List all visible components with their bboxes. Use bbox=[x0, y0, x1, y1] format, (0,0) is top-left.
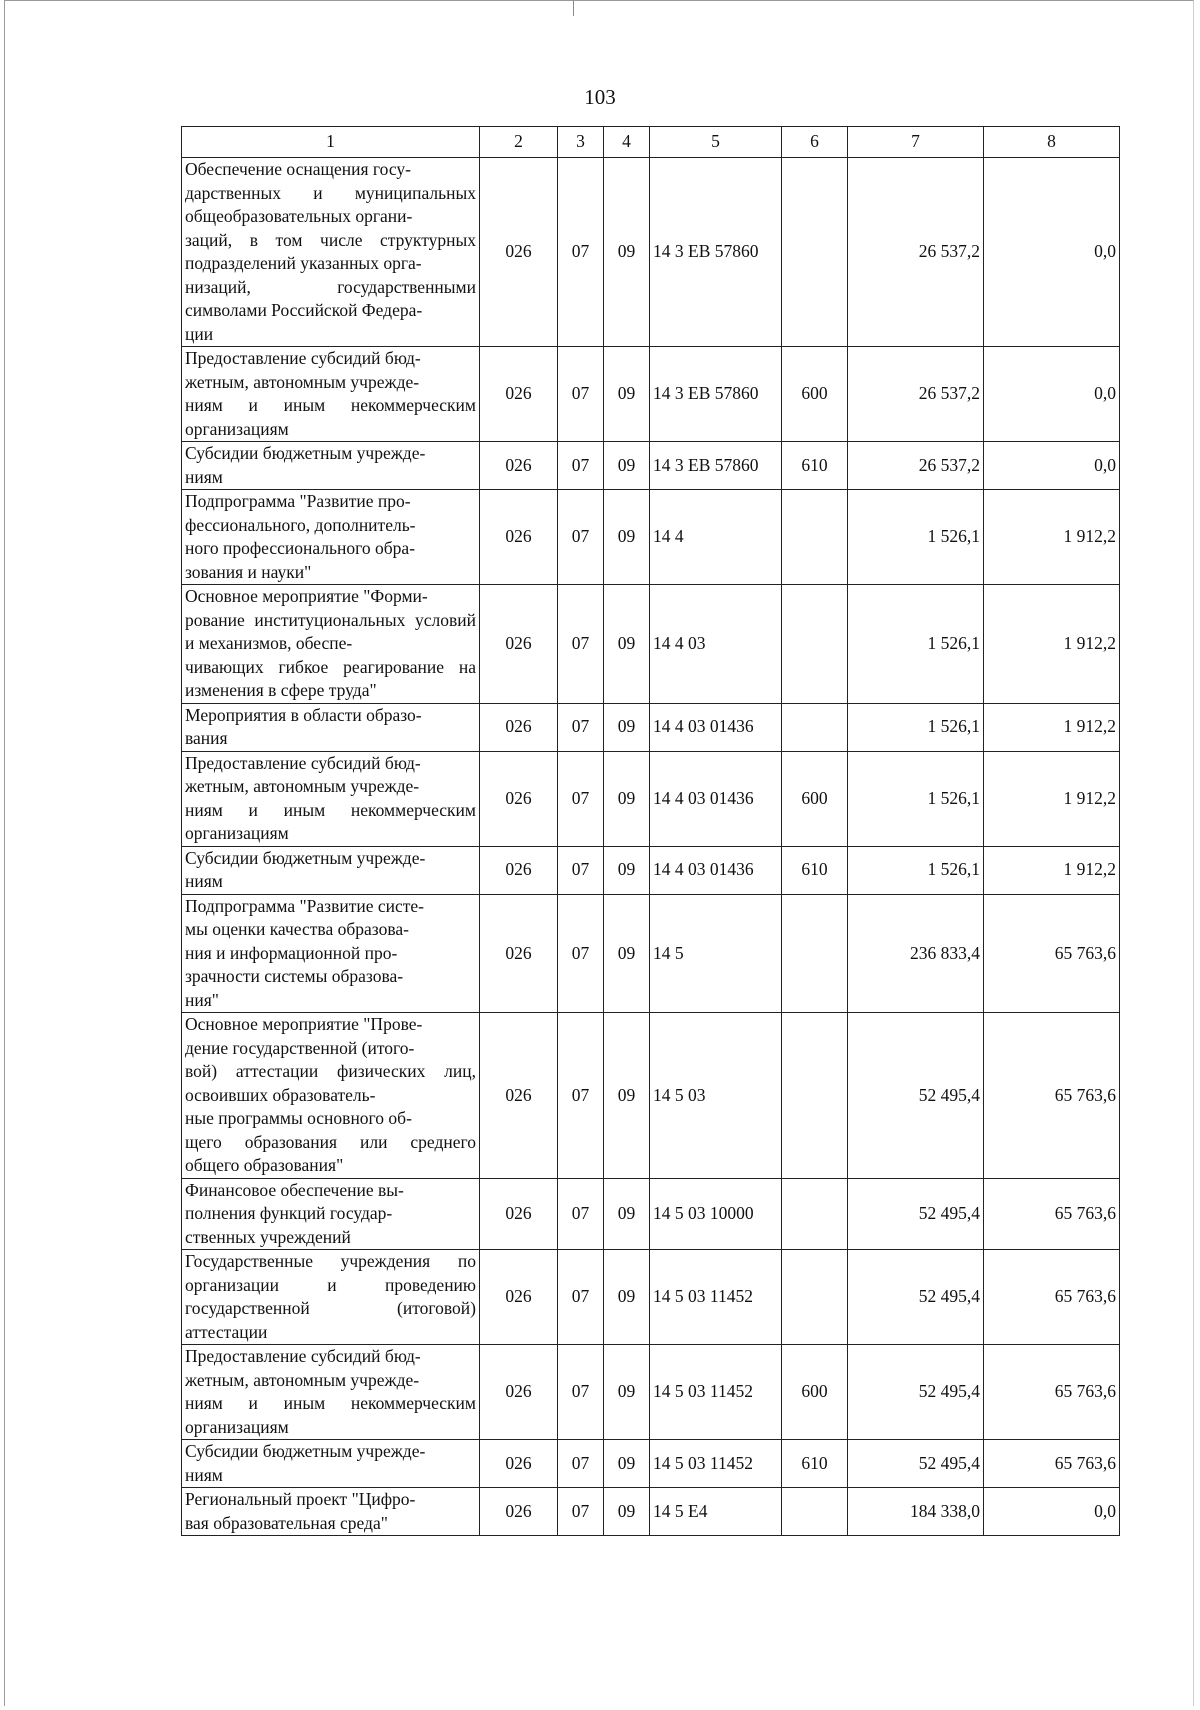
expense-type-cell bbox=[782, 1488, 848, 1536]
description-line: Обеспечение оснащения госу- bbox=[185, 159, 411, 179]
description-line: мы оценки качества образова- bbox=[185, 919, 409, 939]
amount-year-2-cell: 65 763,6 bbox=[984, 1178, 1120, 1250]
amount-year-2-cell: 1 912,2 bbox=[984, 751, 1120, 846]
header-col-7: 7 bbox=[848, 127, 984, 158]
description-line: условий и механизмов, обеспе- bbox=[185, 609, 476, 653]
description-line: ниям bbox=[185, 1464, 223, 1485]
description-line: ственных учреждений bbox=[185, 1226, 351, 1247]
description-line: ниям и иным некоммерческим bbox=[185, 395, 476, 415]
section-code-cell: 07 bbox=[558, 442, 604, 490]
description-line: дарственных и муниципальных bbox=[185, 182, 476, 203]
ministry-code-cell: 026 bbox=[480, 703, 558, 751]
section-code-cell: 07 bbox=[558, 1488, 604, 1536]
ministry-code-cell: 026 bbox=[480, 1250, 558, 1345]
amount-year-2-cell: 1 912,2 bbox=[984, 703, 1120, 751]
ministry-code-cell: 026 bbox=[480, 1440, 558, 1488]
expense-type-cell: 600 bbox=[782, 751, 848, 846]
amount-year-2-cell: 65 763,6 bbox=[984, 1345, 1120, 1440]
amount-year-1-cell: 1 526,1 bbox=[848, 490, 984, 585]
item-description-cell bbox=[182, 1345, 480, 1440]
table-row bbox=[182, 442, 1120, 490]
subsection-code-cell: 09 bbox=[604, 347, 650, 442]
description-line: ния и информационной про- bbox=[185, 942, 398, 963]
table-row bbox=[182, 490, 1120, 585]
section-code-cell: 07 bbox=[558, 751, 604, 846]
target-article-cell: 14 3 EB 57860 bbox=[650, 158, 782, 347]
subsection-code-cell: 09 bbox=[604, 1250, 650, 1345]
description-line: организациям bbox=[185, 1416, 289, 1437]
section-code-cell: 07 bbox=[558, 1440, 604, 1488]
header-col-8: 8 bbox=[984, 127, 1120, 158]
amount-year-2-cell: 0,0 bbox=[984, 158, 1120, 347]
expense-type-cell: 610 bbox=[782, 1440, 848, 1488]
description-line: зования и науки" bbox=[185, 561, 312, 582]
table-body bbox=[182, 158, 1120, 1536]
table-row bbox=[182, 1345, 1120, 1440]
description-line: вая образовательная среда" bbox=[185, 1512, 388, 1533]
description-line: вания bbox=[185, 728, 228, 748]
header-col-1: 1 bbox=[182, 127, 480, 158]
item-description-cell bbox=[182, 703, 480, 751]
description-line: дение государственной (итого- bbox=[185, 1037, 415, 1058]
subsection-code-cell: 09 bbox=[604, 490, 650, 585]
description-line: низаций, государственными bbox=[185, 276, 476, 297]
table-row bbox=[182, 1013, 1120, 1179]
description-line: ного профессионального обра- bbox=[185, 538, 416, 558]
description-line: аттестации bbox=[185, 1321, 268, 1342]
amount-year-1-cell: 52 495,4 bbox=[848, 1345, 984, 1440]
amount-year-2-cell: 65 763,6 bbox=[984, 1250, 1120, 1345]
ministry-code-cell: 026 bbox=[480, 490, 558, 585]
description-line: Основное мероприятие "Прове- bbox=[185, 1014, 423, 1034]
description-line: государственной (итоговой) bbox=[185, 1298, 476, 1318]
ministry-code-cell: 026 bbox=[480, 1013, 558, 1179]
amount-year-2-cell: 0,0 bbox=[984, 347, 1120, 442]
header-col-6: 6 bbox=[782, 127, 848, 158]
subsection-code-cell: 09 bbox=[604, 1178, 650, 1250]
amount-year-1-cell: 52 495,4 bbox=[848, 1178, 984, 1250]
item-description-cell bbox=[182, 846, 480, 894]
subsection-code-cell: 09 bbox=[604, 703, 650, 751]
header-col-3: 3 bbox=[558, 127, 604, 158]
item-description-cell bbox=[182, 585, 480, 704]
description-line: жетным, автономным учрежде- bbox=[185, 1369, 420, 1390]
amount-year-1-cell: 26 537,2 bbox=[848, 158, 984, 347]
description-line: общеобразовательных органи- bbox=[185, 206, 413, 226]
ministry-code-cell: 026 bbox=[480, 1345, 558, 1440]
target-article-cell: 14 4 bbox=[650, 490, 782, 585]
ministry-code-cell: 026 bbox=[480, 1488, 558, 1536]
target-article-cell: 14 5 03 11452 bbox=[650, 1250, 782, 1345]
description-line: по организации и проведению bbox=[185, 1251, 476, 1295]
description-line: зрачности системы образова- bbox=[185, 966, 404, 986]
amount-year-1-cell: 1 526,1 bbox=[848, 585, 984, 704]
item-description-cell bbox=[182, 1440, 480, 1488]
description-line: жетным, автономным учрежде- bbox=[185, 371, 420, 392]
amount-year-2-cell: 65 763,6 bbox=[984, 894, 1120, 1013]
scan-artifact-mark bbox=[573, 0, 574, 16]
header-row bbox=[182, 127, 1120, 158]
item-description-cell bbox=[182, 1178, 480, 1250]
subsection-code-cell: 09 bbox=[604, 1488, 650, 1536]
table-row bbox=[182, 1178, 1120, 1250]
item-description-cell bbox=[182, 347, 480, 442]
description-line: Мероприятия в области образо- bbox=[185, 704, 422, 725]
table-row bbox=[182, 1488, 1120, 1536]
section-code-cell: 07 bbox=[558, 585, 604, 704]
ministry-code-cell: 026 bbox=[480, 751, 558, 846]
amount-year-1-cell: 184 338,0 bbox=[848, 1488, 984, 1536]
header-col-5: 5 bbox=[650, 127, 782, 158]
section-code-cell: 07 bbox=[558, 1345, 604, 1440]
description-line: на изменения в сфере труда" bbox=[185, 656, 477, 700]
header-col-4: 4 bbox=[604, 127, 650, 158]
amount-year-2-cell: 65 763,6 bbox=[984, 1013, 1120, 1179]
target-article-cell: 14 4 03 01436 bbox=[650, 703, 782, 751]
item-description-cell bbox=[182, 1488, 480, 1536]
description-line: заций, в том числе структурных bbox=[185, 229, 476, 250]
subsection-code-cell: 09 bbox=[604, 158, 650, 347]
section-code-cell: 07 bbox=[558, 490, 604, 585]
subsection-code-cell: 09 bbox=[604, 1345, 650, 1440]
amount-year-2-cell: 0,0 bbox=[984, 1488, 1120, 1536]
description-line: Субсидии бюджетным учрежде- bbox=[185, 1441, 426, 1461]
expense-type-cell bbox=[782, 1250, 848, 1345]
subsection-code-cell: 09 bbox=[604, 846, 650, 894]
description-line: организациям bbox=[185, 823, 289, 843]
item-description-cell bbox=[182, 751, 480, 846]
target-article-cell: 14 4 03 01436 bbox=[650, 751, 782, 846]
expense-type-cell: 610 bbox=[782, 442, 848, 490]
amount-year-2-cell: 1 912,2 bbox=[984, 585, 1120, 704]
target-article-cell: 14 5 03 bbox=[650, 1013, 782, 1179]
item-description-cell bbox=[182, 158, 480, 347]
table-row bbox=[182, 1440, 1120, 1488]
amount-year-1-cell: 52 495,4 bbox=[848, 1440, 984, 1488]
description-line: вой) аттестации физических bbox=[185, 1061, 426, 1081]
subsection-code-cell: 09 bbox=[604, 894, 650, 1013]
expense-type-cell bbox=[782, 158, 848, 347]
description-line: организациям bbox=[185, 418, 289, 439]
section-code-cell: 07 bbox=[558, 1013, 604, 1179]
description-line: общего образования" bbox=[185, 1155, 344, 1175]
item-description-cell bbox=[182, 1250, 480, 1345]
page-number: 103 bbox=[584, 85, 616, 109]
description-line: ниям bbox=[185, 871, 223, 891]
ministry-code-cell: 026 bbox=[480, 1178, 558, 1250]
table-row bbox=[182, 585, 1120, 704]
description-line: Предоставление субсидий бюд- bbox=[185, 348, 421, 368]
expense-type-cell bbox=[782, 490, 848, 585]
target-article-cell: 14 5 03 11452 bbox=[650, 1345, 782, 1440]
target-article-cell: 14 5 E4 bbox=[650, 1488, 782, 1536]
description-line: Финансовое обеспечение вы- bbox=[185, 1179, 404, 1200]
description-line: рование институциональных bbox=[185, 609, 406, 630]
amount-year-1-cell: 26 537,2 bbox=[848, 347, 984, 442]
amount-year-1-cell: 1 526,1 bbox=[848, 751, 984, 846]
description-line: Государственные учреждения bbox=[185, 1251, 431, 1271]
target-article-cell: 14 4 03 bbox=[650, 585, 782, 704]
amount-year-2-cell: 65 763,6 bbox=[984, 1440, 1120, 1488]
section-code-cell: 07 bbox=[558, 1178, 604, 1250]
target-article-cell: 14 4 03 01436 bbox=[650, 846, 782, 894]
expense-type-cell: 600 bbox=[782, 347, 848, 442]
description-line: подразделений указанных орга- bbox=[185, 253, 422, 273]
ministry-code-cell: 026 bbox=[480, 347, 558, 442]
description-line: полнения функций государ- bbox=[185, 1203, 393, 1223]
description-line: Субсидии бюджетным учрежде- bbox=[185, 847, 426, 868]
description-line: ниям и иным некоммерческим bbox=[185, 799, 476, 820]
amount-year-2-cell: 0,0 bbox=[984, 442, 1120, 490]
description-line: ции bbox=[185, 323, 214, 344]
ministry-code-cell: 026 bbox=[480, 442, 558, 490]
amount-year-1-cell: 1 526,1 bbox=[848, 846, 984, 894]
table-row bbox=[182, 1250, 1120, 1345]
target-article-cell: 14 5 03 10000 bbox=[650, 1178, 782, 1250]
table-row bbox=[182, 347, 1120, 442]
table-row bbox=[182, 158, 1120, 347]
description-line: ния" bbox=[185, 989, 219, 1010]
subsection-code-cell: 09 bbox=[604, 751, 650, 846]
description-line: щего образования или среднего bbox=[185, 1131, 476, 1152]
budget-table bbox=[181, 126, 1120, 1536]
target-article-cell: 14 5 bbox=[650, 894, 782, 1013]
description-line: Подпрограмма "Развитие про- bbox=[185, 491, 411, 511]
expense-type-cell bbox=[782, 703, 848, 751]
section-code-cell: 07 bbox=[558, 347, 604, 442]
ministry-code-cell: 026 bbox=[480, 158, 558, 347]
item-description-cell bbox=[182, 1013, 480, 1179]
description-line: Подпрограмма "Развитие систе- bbox=[185, 895, 425, 916]
description-line: символами Российской Федера- bbox=[185, 300, 423, 320]
table-row bbox=[182, 846, 1120, 894]
description-line: лиц, освоивших образователь- bbox=[185, 1061, 476, 1105]
target-article-cell: 14 3 EB 57860 bbox=[650, 442, 782, 490]
section-code-cell: 07 bbox=[558, 1250, 604, 1345]
description-line: фессионального, дополнитель- bbox=[185, 514, 416, 535]
description-line: чивающих гибкое реагирование bbox=[185, 656, 444, 677]
section-code-cell: 07 bbox=[558, 894, 604, 1013]
description-line: Основное мероприятие "Форми- bbox=[185, 586, 428, 606]
description-line: ные программы основного об- bbox=[185, 1108, 412, 1128]
target-article-cell: 14 3 EB 57860 bbox=[650, 347, 782, 442]
table-row bbox=[182, 703, 1120, 751]
ministry-code-cell: 026 bbox=[480, 846, 558, 894]
description-line: ниям bbox=[185, 466, 223, 487]
section-code-cell: 07 bbox=[558, 846, 604, 894]
amount-year-1-cell: 52 495,4 bbox=[848, 1013, 984, 1179]
description-line: Предоставление субсидий бюд- bbox=[185, 1346, 421, 1366]
amount-year-2-cell: 1 912,2 bbox=[984, 490, 1120, 585]
description-line: Предоставление субсидий бюд- bbox=[185, 752, 421, 773]
subsection-code-cell: 09 bbox=[604, 1013, 650, 1179]
target-article-cell: 14 5 03 11452 bbox=[650, 1440, 782, 1488]
expense-type-cell bbox=[782, 585, 848, 704]
amount-year-2-cell: 1 912,2 bbox=[984, 846, 1120, 894]
description-line: ниям и иным некоммерческим bbox=[185, 1393, 476, 1413]
ministry-code-cell: 026 bbox=[480, 894, 558, 1013]
subsection-code-cell: 09 bbox=[604, 442, 650, 490]
table-row bbox=[182, 751, 1120, 846]
expense-type-cell bbox=[782, 1178, 848, 1250]
header-col-2: 2 bbox=[480, 127, 558, 158]
amount-year-1-cell: 26 537,2 bbox=[848, 442, 984, 490]
item-description-cell bbox=[182, 490, 480, 585]
amount-year-1-cell: 1 526,1 bbox=[848, 703, 984, 751]
subsection-code-cell: 09 bbox=[604, 1440, 650, 1488]
ministry-code-cell: 026 bbox=[480, 585, 558, 704]
expense-type-cell: 600 bbox=[782, 1345, 848, 1440]
expense-type-cell bbox=[782, 1013, 848, 1179]
expense-type-cell bbox=[782, 894, 848, 1013]
item-description-cell bbox=[182, 894, 480, 1013]
description-line: жетным, автономным учрежде- bbox=[185, 776, 420, 796]
section-code-cell: 07 bbox=[558, 158, 604, 347]
subsection-code-cell: 09 bbox=[604, 585, 650, 704]
expense-type-cell: 610 bbox=[782, 846, 848, 894]
amount-year-1-cell: 236 833,4 bbox=[848, 894, 984, 1013]
table-row bbox=[182, 894, 1120, 1013]
description-line: Субсидии бюджетным учрежде- bbox=[185, 443, 426, 463]
amount-year-1-cell: 52 495,4 bbox=[848, 1250, 984, 1345]
section-code-cell: 07 bbox=[558, 703, 604, 751]
item-description-cell bbox=[182, 442, 480, 490]
description-line: Региональный проект "Цифро- bbox=[185, 1489, 416, 1509]
